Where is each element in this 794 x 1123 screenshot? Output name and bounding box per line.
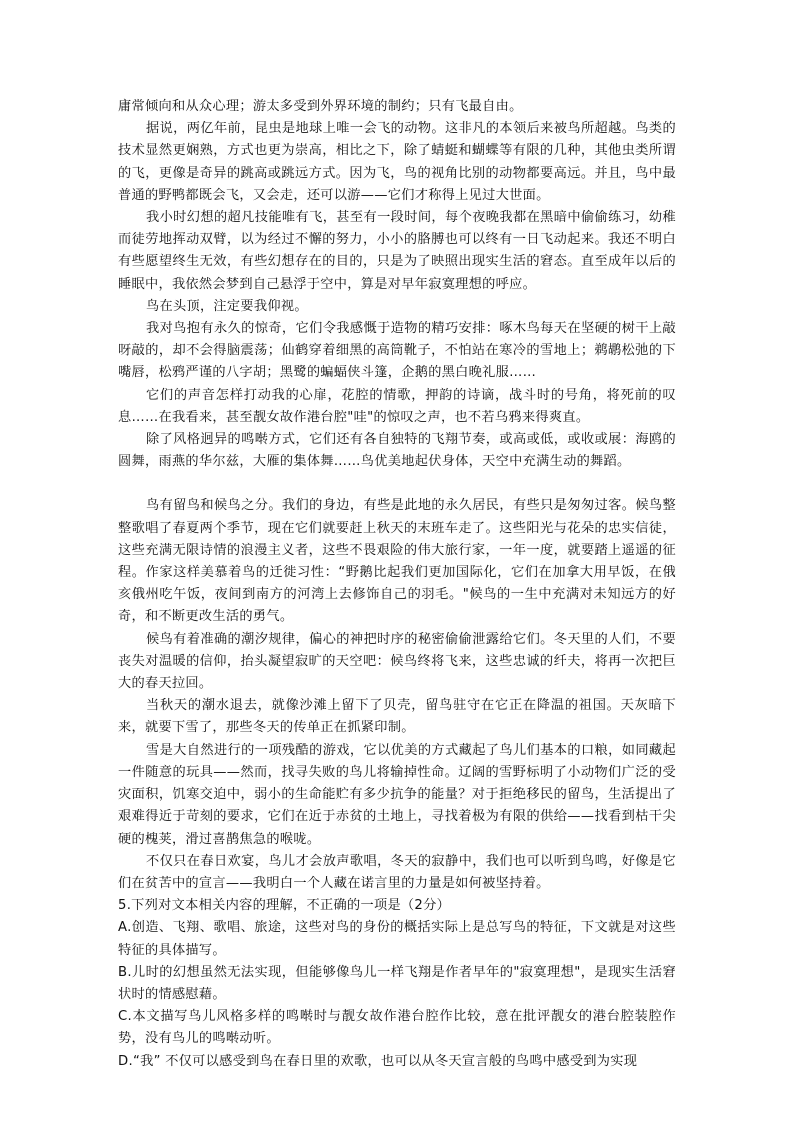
article-paragraph: 它们的声音怎样打动我的心扉，花腔的情歌，押韵的诗谪，战斗时的号角，将死前的叹息……在我看来，甚至靓女故作港台腔"哇"的惊叹之声，也不若乌鸦来得爽直。 xyxy=(118,387,676,425)
question-stem: 5.下列对文本相关内容的理解，不正确的一项是（2分） xyxy=(118,898,451,914)
article-paragraph: 我对鸟抱有永久的惊奇，它们令我感慨于造物的精巧安排：啄木鸟每天在坚硬的树干上敲呀敲的，却不会得脑震荡；仙鹤穿着细黑的高筒靴子，不怕站在寒冷的雪地上；鹈鹕松弛的下嘴唇，松鸦严谨的八字胡；黑鹭的蝙蝠侠斗篷，企鹅的黑白晚礼服…… xyxy=(118,321,676,381)
paragraph-gap xyxy=(118,473,676,495)
option-b xyxy=(118,962,676,1006)
question-block xyxy=(118,895,676,1073)
option-c xyxy=(118,1006,676,1050)
option-label: A. xyxy=(118,920,132,936)
article-paragraph: 除了风格迥异的鸣啭方式，它们还有各自独特的飞翔节奏，或高或低，或收或展：海鸥的圆舞，雨燕的华尔兹，大雁的集体舞……鸟优美地起伏身体，天空中充满生动的舞蹈。 xyxy=(118,432,676,470)
option-text: 本文描写鸟儿风格多样的鸣啭时与靓女故作港台腔作比较，意在批评靓女的港台腔装腔作势，没有鸟儿的鸣啭动听。 xyxy=(118,1009,676,1047)
article-paragraph: 雪是大自然进行的一项残酷的游戏，它以优美的方式藏起了鸟儿们基本的口粮，如同藏起一件随意的玩具——然而，找寻失败的鸟儿将输掉性命。辽阔的雪野标明了小动物们广泛的受灾面积，饥寒交迫中，弱小的生命能贮有多少抗争的能量？对于拒绝移民的留鸟，生活提出了艰难得近于苛刻的要求，它们在近于赤贫的土地上，寻找着极为有限的供给——找看到枯干尖硬的槐荚，滑过喜鹊焦急的喉咙。 xyxy=(118,742,676,847)
option-label: C. xyxy=(118,1009,132,1025)
option-a xyxy=(118,917,676,961)
article-body xyxy=(118,96,676,895)
option-d xyxy=(118,1051,676,1073)
article-paragraph: 候鸟有着准确的潮汐规律，偏心的神把时序的秘密偷偷泄露给它们。冬天里的人们，不要丧失对温暖的信仰，抬头凝望寂旷的天空吧：候鸟终将飞来，这些忠诚的纤夫，将再一次把巨大的春天拉回。 xyxy=(118,631,676,692)
option-label: B. xyxy=(118,964,132,980)
article-paragraph: 当秋天的潮水退去，就像沙滩上留下了贝壳，留鸟驻守在它正在降温的祖国。天灰暗下来，就要下雪了，那些冬天的传单正在抓紧印制。 xyxy=(118,698,676,736)
article-paragraph: 据说，两亿年前，昆虫是地球上唯一会飞的动物。这非凡的本领后来被鸟所超越。鸟类的技术显然更娴熟，方式也更为崇高，相比之下，除了蜻蜓和蝴蝶等有限的几种，其他虫类所谓的飞，更像是奇异的跳高或跳远方式。因为飞，鸟的视角比别的动物都要高远。并且，鸟中最普通的野鸭都既会飞，又会走，还可以游——它们才称得上见过大世面。 xyxy=(118,121,676,203)
article-paragraph: 不仅只在春日欢宴，鸟儿才会放声歌唱，冬天的寂静中，我们也可以听到鸟鸣，好像是它们在贫苦中的宣言——我明白一个人藏在诺言里的力量是如何被坚持着。 xyxy=(118,853,676,891)
option-text: 儿时的幻想虽然无法实现，但能够像鸟儿一样飞翔是作者早年的"寂寞理想"，是现实生活窘状时的情感慰藉。 xyxy=(118,964,676,1002)
article-paragraph: 鸟有留鸟和候鸟之分。我们的身边，有些是此地的永久居民，有些只是匆匆过客。候鸟整整歌唱了春夏两个季节，现在它们就要赶上秋天的末班车走了。这些阳光与花朵的忠实信徒，这些充满无限诗情的浪漫主义者，这些不畏艰险的伟大旅行家，一年一度，就要踏上遥遥的征程。作家这样美慕着鸟的迁徙习性：“野鹅比起我们更加国际化，它们在加拿大用早饭，在俄亥俄州吃午饭，夜间到南方的河湾上去修饰自己的羽毛。"候鸟的一生中充满对未知远方的好奇，和不断更改生活的勇气。 xyxy=(118,498,676,625)
option-label: D. xyxy=(118,1053,133,1069)
article-paragraph: 庸常倾向和从众心理；游太多受到外界环境的制约；只有飞最自由。 xyxy=(118,99,523,114)
option-text: 创造、飞翔、歌唱、旅途，这些对鸟的身份的概括实际上是总写鸟的特征，下文就是对这些特征的具体描写。 xyxy=(118,920,676,958)
option-text: “我” 不仅可以感受到鸟在春日里的欢歌，也可以从冬天宣言般的鸟鸣中感受到为实现 xyxy=(132,1053,638,1069)
article-paragraph: 鸟在头顶，注定要我仰视。 xyxy=(146,298,308,314)
article-paragraph: 我小时幻想的超凡技能唯有飞，甚至有一段时间，每个夜晚我都在黑暗中偷偷练习，幼稚而徒劳地挥动双臂，以为经过不懈的努力，小小的胳膊也可以终有一日飞动起来。我还不明白有些愿望终生无效，有些幻想存在的目的，只是为了映照出现实生活的窘态。直至成年以后的睡眠中，我依然会梦到自己悬浮于空中，算是对早年寂寞理想的呼应。 xyxy=(118,210,676,292)
